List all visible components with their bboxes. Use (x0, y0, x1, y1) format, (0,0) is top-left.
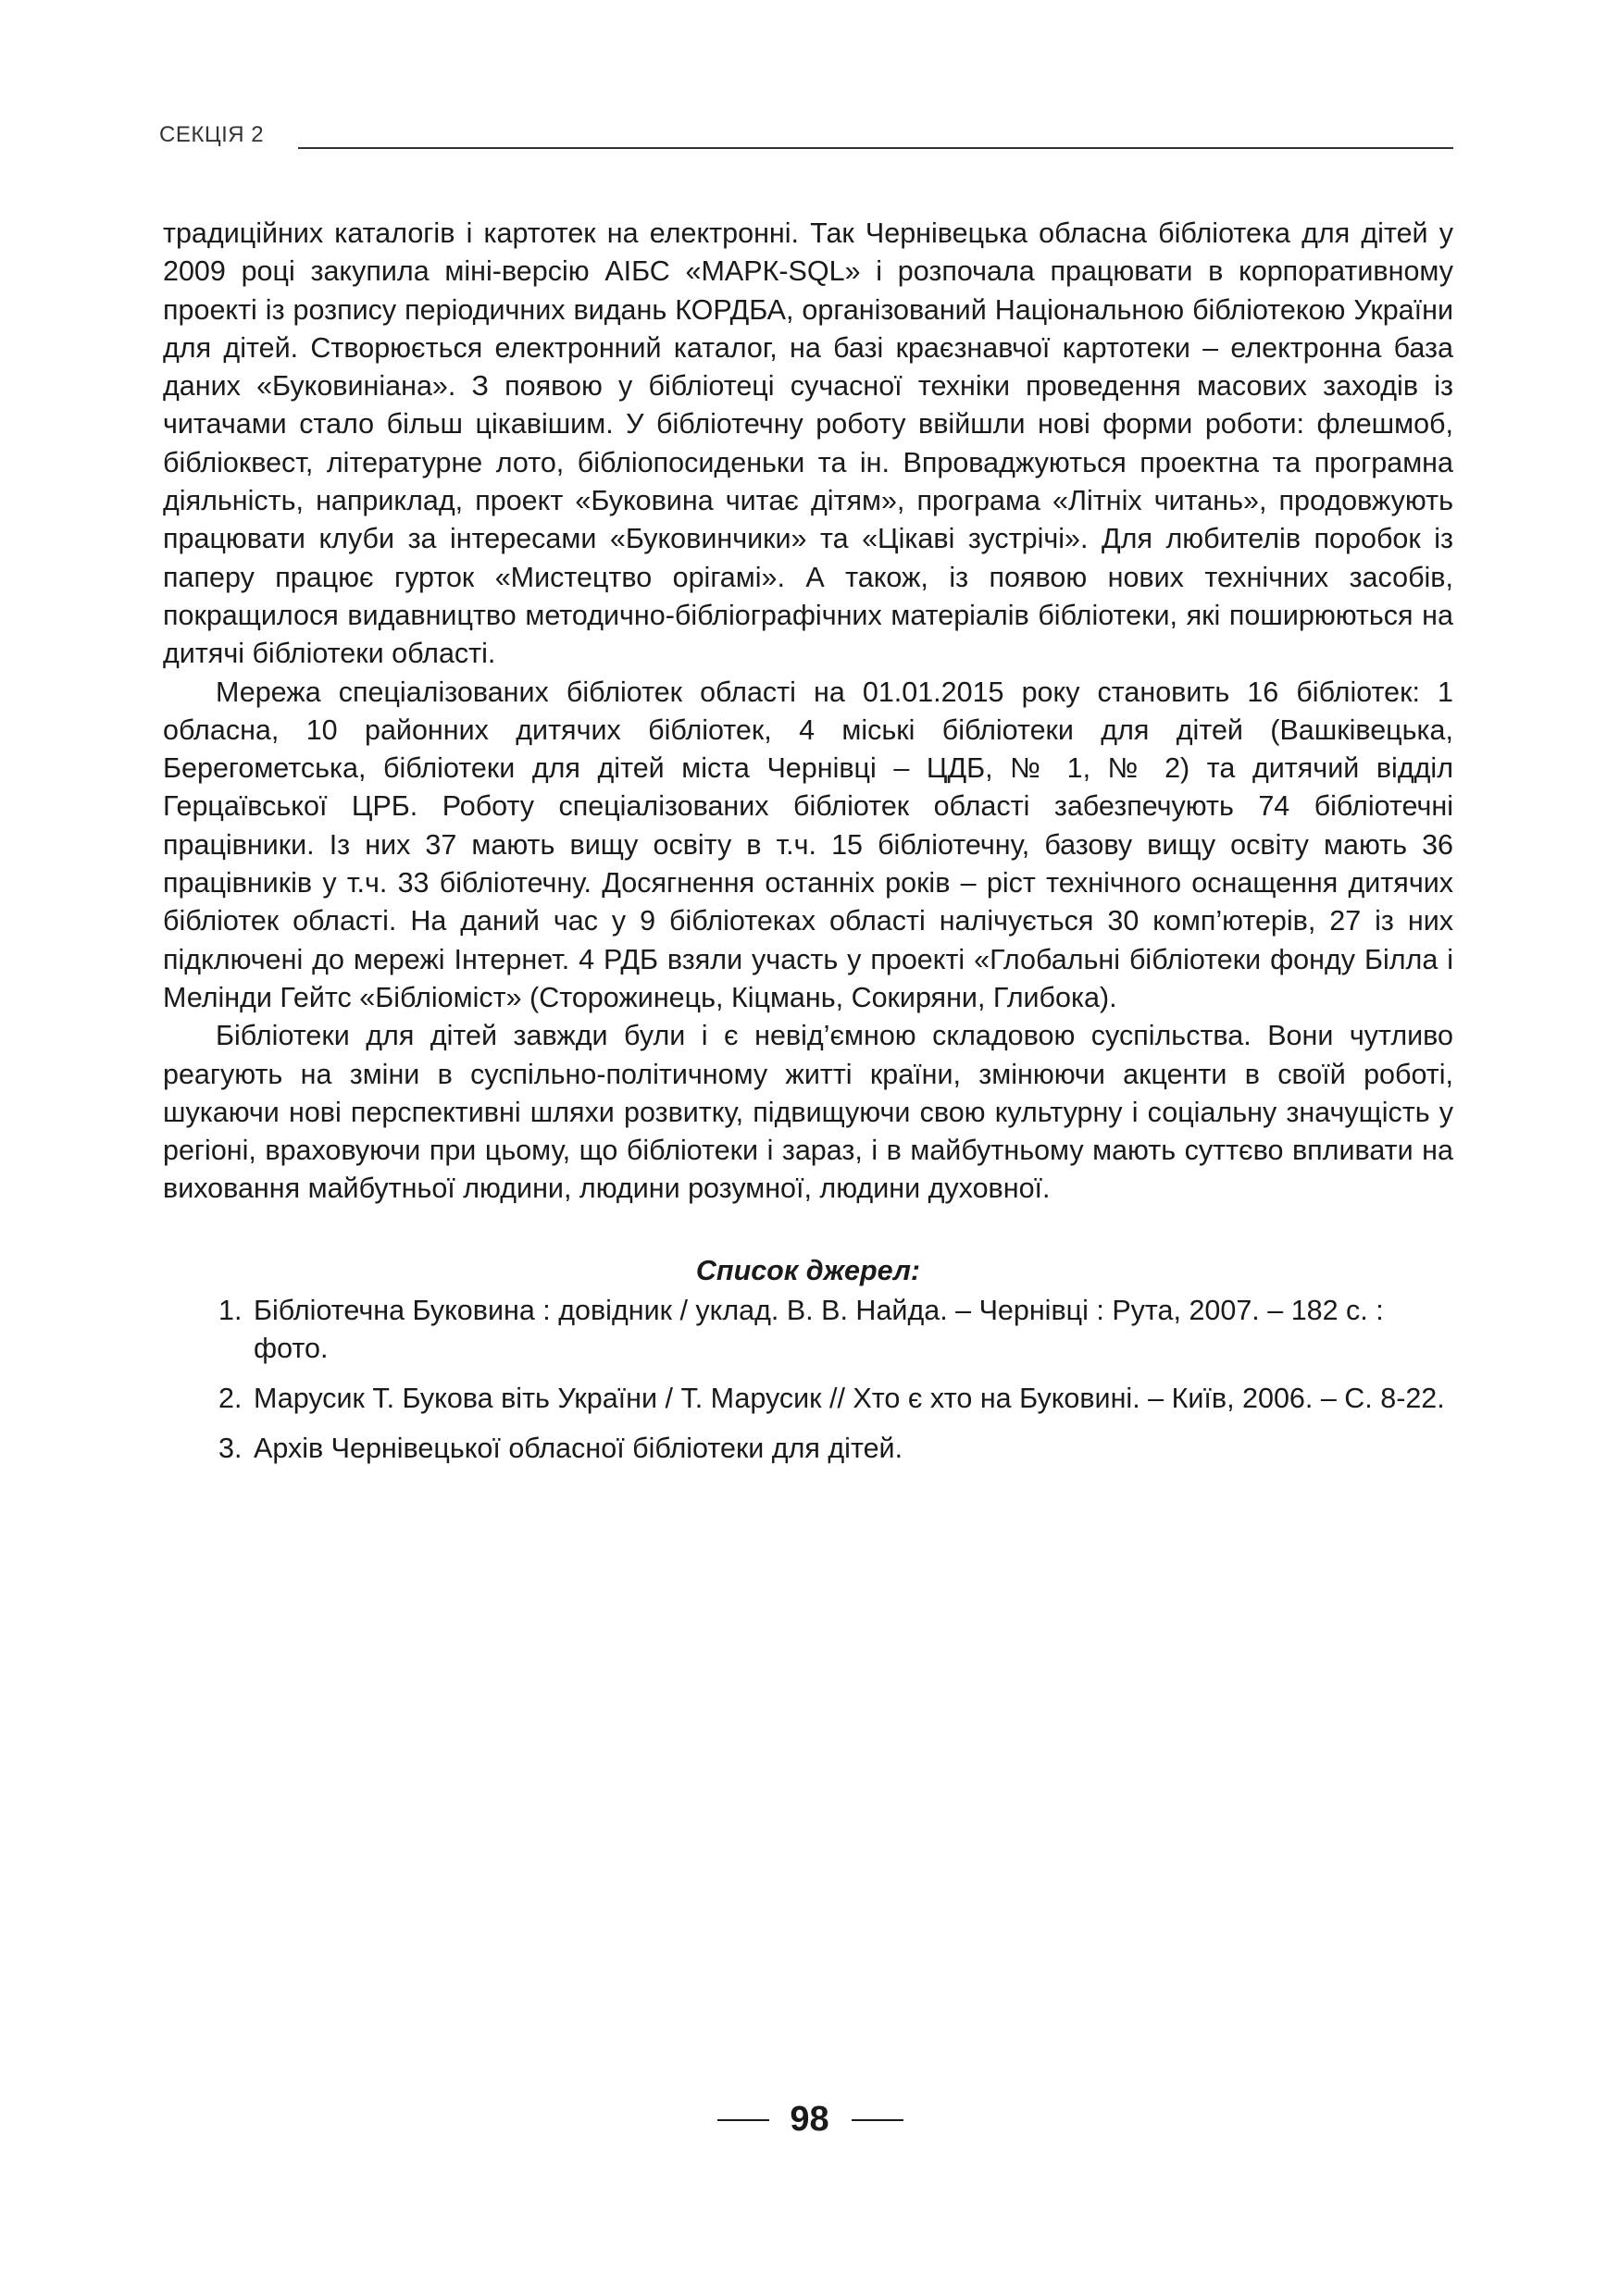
page-number: 98 (790, 2100, 829, 2139)
footer-rule-right (852, 2119, 903, 2121)
page-body (163, 215, 1453, 1480)
source-number: 3. (218, 1432, 243, 1464)
source-text: Марусик Т. Букова віть України / Т. Марусик // Хто є хто на Буковині. – Київ, 2006. – С. 8-22. (254, 1382, 1445, 1414)
running-header (159, 117, 1453, 154)
source-text: Бібліотечна Буковина : довідник / уклад. В. В. Найда. – Чернівці : Рута, 2007. – 182 с. : фото. (254, 1294, 1384, 1364)
sources-heading: Список джерел: (695, 1254, 921, 1286)
source-item (163, 1292, 1453, 1368)
paragraph: традиційних каталогів і картотек на електронні. Так Чернівецька обласна бібліотека для дітей у 2009 році закупила міні-версію АІБС «МАРК-SQL» і розпочала працювати в корпоративному проекті із розпису періодичних видань КОРДБА, організований Національною бібліотекою України для дітей. Створюється електронний каталог, на базі краєзнавчої картотеки – електронна база даних «Буковиніана». З появою у бібліотеці сучасної техніки проведення масових заходів із читачами стало більш цікавішим. У бібліотечну роботу ввійшли нові форми роботи: флешмоб, бібліоквест, літературне лото, бібліопосиденьки та ін. Впроваджуються проектна та програмна діяльність, наприклад, проект «Буковина читає дітям», програма «Літніх читань», продовжують працювати клуби за інтересами «Буковинчики» та «Цікаві зустрічі». Для любителів поробок із паперу працює гурток «Мистецтво орігамі». А також, із появою нових технічних засобів, покращилося видавництво методично-бібліографічних матеріалів бібліотеки, які поширюються на дитячі бібліотеки області. (163, 217, 1453, 670)
paragraph: Мережа спеціалізованих бібліотек області на 01.01.2015 року становить 16 бібліотек: 1 обласна, 10 районних дитячих бібліотек, 4 міські бібліотеки для дітей (Вашківецька, Берегометська, бібліотеки для дітей міста Чернівці – ЦДБ, № 1, № 2) та дитячий відділ Герцаївської ЦРБ. Роботу спеціалізованих бібліотек області забезпечують 74 бібліотечні працівники. Із них 37 мають вищу освіту в т.ч. 15 бібліотечну, базову вищу освіту мають 36 працівників у т.ч. 33 бібліотечну. Досягнення останніх років – ріст технічного оснащення дитячих бібліотек області. На даний час у 9 бібліотеках області налічується 30 комп’ютерів, 27 із них підключені до мережі Інтернет. 4 РДБ взяли участь у проекті «Глобальні бібліотеки фонду Білла і Мелінди Гейтс «Бібліоміст» (Сторожинець, Кіцмань, Сокиряни, Глибока). (163, 676, 1453, 1013)
source-number: 2. (218, 1382, 243, 1414)
source-item (163, 1380, 1453, 1418)
page-footer (0, 2091, 1619, 2147)
source-number: 1. (218, 1294, 243, 1326)
paragraph: Бібліотеки для дітей завжди були і є невід’ємною складовою суспільства. Вони чутливо реагують на зміни в суспільно-політичному житті країни, змінюючи акценти в своїй роботі, шукаючи нові перспективні шляхи розвитку, підвищуючи свою культурну і соціальну значущість у регіоні, враховуючи при цьому, що бібліотеки і зараз, і в майбутньому мають суттєво впливати на виховання майбутньої людини, людини розумної, людини духовної. (163, 1020, 1453, 1205)
source-item (163, 1430, 1453, 1468)
sources-list (163, 1292, 1453, 1468)
source-text: Архів Чернівецької обласної бібліотеки для дітей. (254, 1432, 903, 1464)
section-label: СЕКЦІЯ 2 (159, 122, 265, 147)
header-rule (298, 147, 1453, 149)
